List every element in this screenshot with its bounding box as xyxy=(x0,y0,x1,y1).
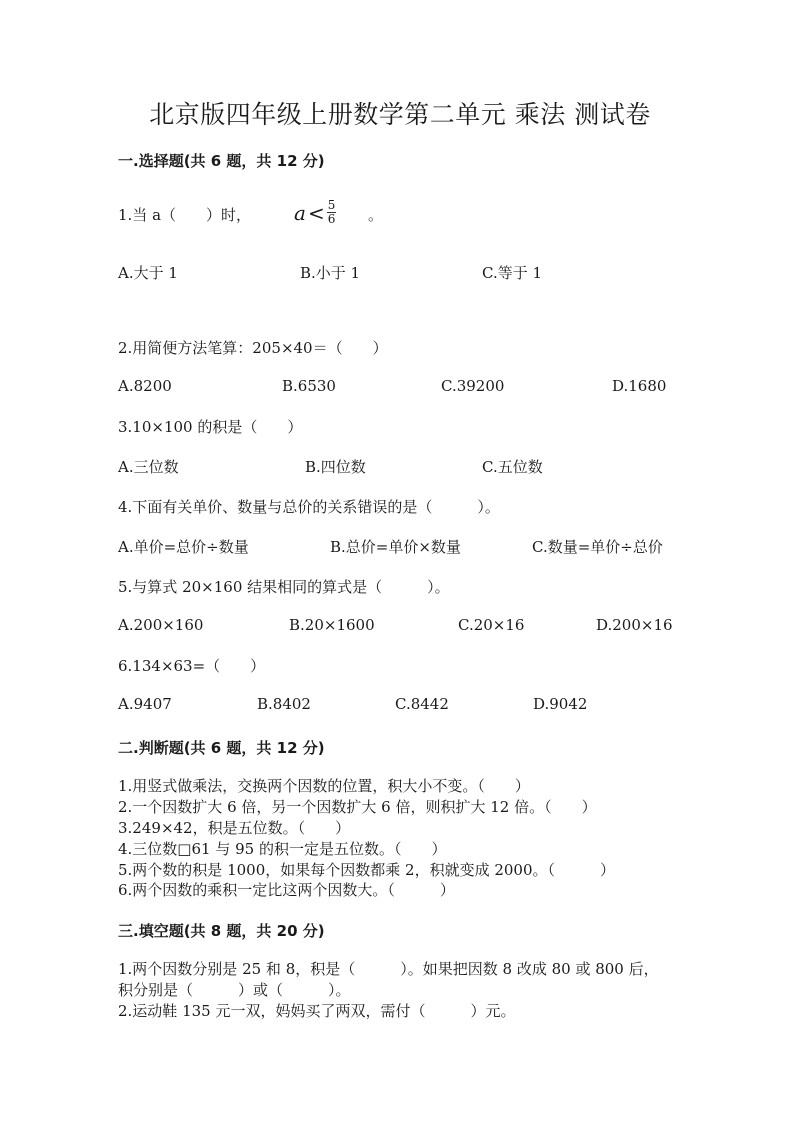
q3-option-c[interactable]: C.五位数 xyxy=(482,458,543,476)
q5-option-d[interactable]: D.200×16 xyxy=(596,616,673,634)
question-2-text: 2.用简便方法笔算：205×40＝（ ） xyxy=(118,339,388,357)
judgment-item-4: 4.三位数□61 与 95 的积一定是五位数。（ ） xyxy=(118,840,447,858)
q3-option-b[interactable]: B.四位数 xyxy=(305,458,366,476)
fraction-denominator: 6 xyxy=(327,212,336,226)
question-5-text: 5.与算式 20×160 结果相同的算式是（ ）。 xyxy=(118,578,450,596)
question-4-text: 4.下面有关单价、数量与总价的关系错误的是（ ）。 xyxy=(118,498,500,516)
judgment-item-2: 2.一个因数扩大 6 倍，另一个因数扩大 6 倍，则积扩大 12 倍。（ ） xyxy=(118,798,597,816)
q1-option-b[interactable]: B.小于 1 xyxy=(300,264,361,282)
q2-option-b[interactable]: B.6530 xyxy=(282,377,336,395)
section-heading-fill-blank: 三.填空题(共 8 题，共 20 分) xyxy=(118,922,325,940)
expr-variable: a xyxy=(294,200,306,225)
q5-option-a[interactable]: A.200×160 xyxy=(118,616,204,634)
question-1-text: 1.当 a（ ）时， xyxy=(118,206,252,224)
fill-item-1-line-2: 积分别是（ ）或（ ）。 xyxy=(118,981,351,999)
q3-option-a[interactable]: A.三位数 xyxy=(118,458,179,476)
judgment-item-6: 6.两个因数的乘积一定比这两个因数大。（ ） xyxy=(118,881,455,899)
fraction-numerator: 5 xyxy=(327,198,336,212)
q2-option-c[interactable]: C.39200 xyxy=(441,377,505,395)
q6-option-c[interactable]: C.8442 xyxy=(395,695,449,713)
q4-option-c[interactable]: C.数量=单价÷总价 xyxy=(532,538,663,556)
question-6-text: 6.134×63=（ ） xyxy=(118,657,266,675)
judgment-item-1: 1.用竖式做乘法，交换两个因数的位置，积大小不变。（ ） xyxy=(118,777,530,795)
q1-option-a[interactable]: A.大于 1 xyxy=(118,264,178,282)
judgment-item-3: 3.249×42，积是五位数。（ ） xyxy=(118,819,351,837)
question-3-text: 3.10×100 的积是（ ） xyxy=(118,418,303,436)
q6-option-b[interactable]: B.8402 xyxy=(257,695,311,713)
q6-option-a[interactable]: A.9407 xyxy=(118,695,172,713)
math-expression xyxy=(294,199,336,226)
fill-item-1-line-1: 1.两个因数分别是 25 和 8，积是（ ）。如果把因数 8 改成 80 或 800 后， xyxy=(118,960,659,978)
q2-option-a[interactable]: A.8200 xyxy=(118,377,172,395)
expr-less-than: < xyxy=(307,200,325,225)
q5-option-c[interactable]: C.20×16 xyxy=(458,616,525,634)
q6-option-d[interactable]: D.9042 xyxy=(533,695,588,713)
section-heading-judgment: 二.判断题(共 6 题，共 12 分) xyxy=(118,739,325,757)
q4-option-b[interactable]: B.总价=单价×数量 xyxy=(330,538,461,556)
q5-option-b[interactable]: B.20×1600 xyxy=(289,616,375,634)
question-1-tail: 。 xyxy=(368,206,384,224)
page-title: 北京版四年级上册数学第二单元 乘法 测试卷 xyxy=(149,100,651,129)
q2-option-d[interactable]: D.1680 xyxy=(612,377,667,395)
section-heading-choice: 一.选择题(共 6 题，共 12 分) xyxy=(118,152,325,170)
fill-item-2: 2.运动鞋 135 元一双，妈妈买了两双，需付（ ）元。 xyxy=(118,1002,516,1020)
fraction xyxy=(327,199,337,226)
judgment-item-5: 5.两个数的积是 1000，如果每个因数都乘 2，积就变成 2000。（ ） xyxy=(118,861,616,879)
q1-option-c[interactable]: C.等于 1 xyxy=(482,264,543,282)
q4-option-a[interactable]: A.单价=总价÷数量 xyxy=(118,538,249,556)
